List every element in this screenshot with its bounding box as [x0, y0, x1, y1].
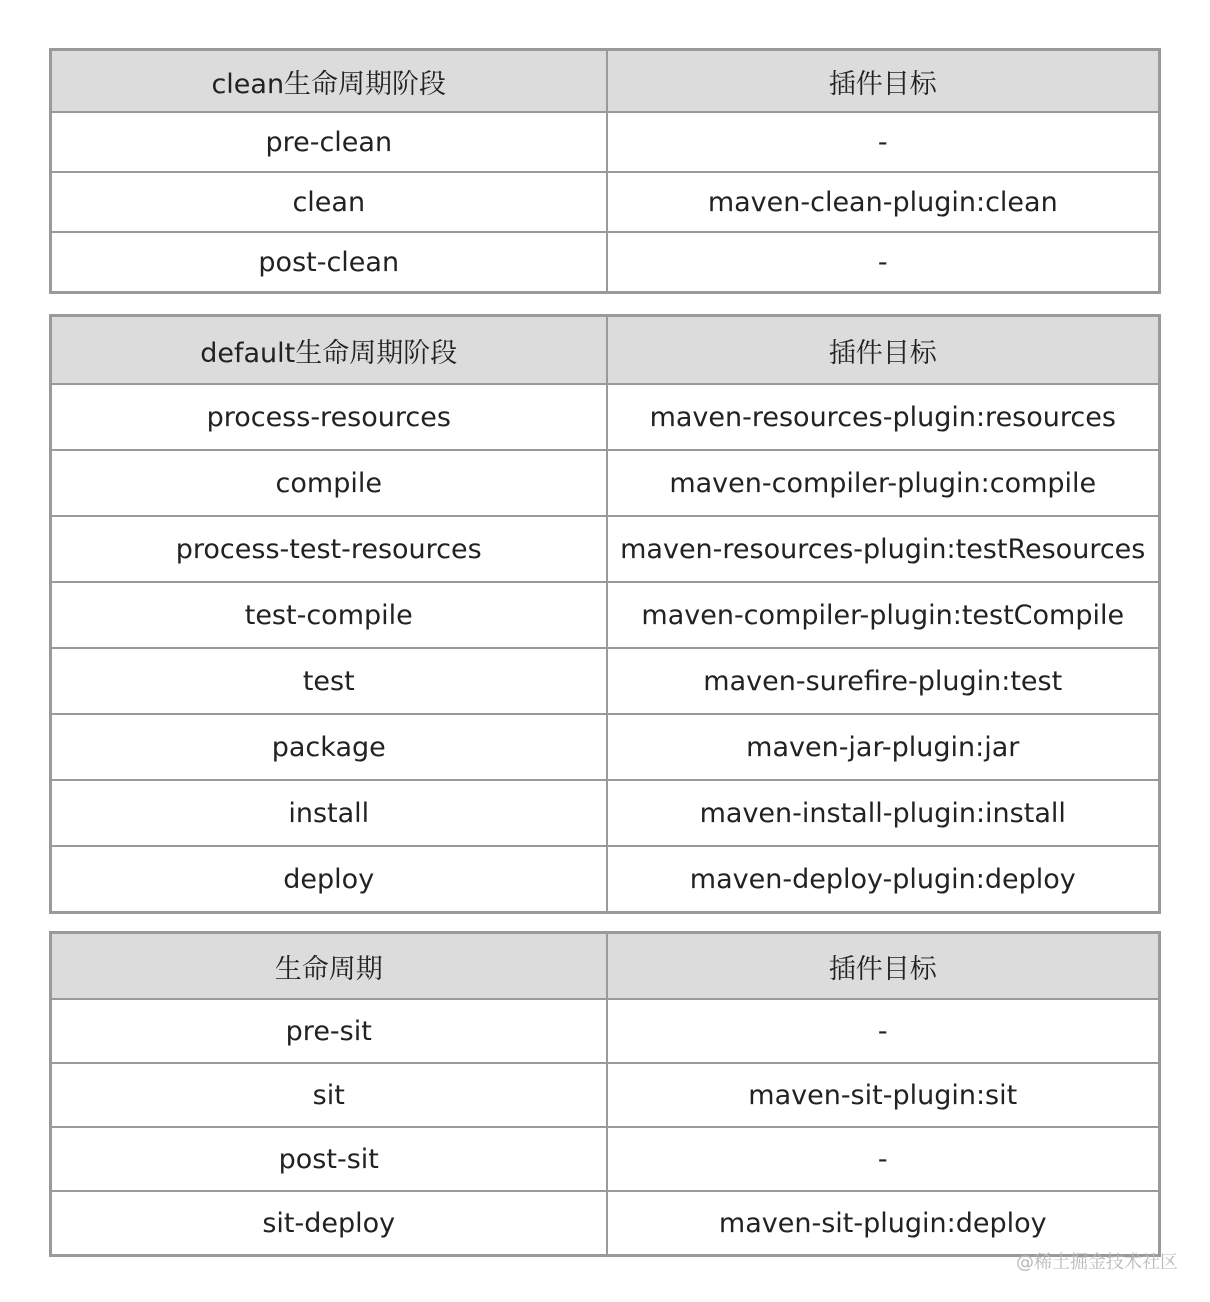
table-row [51, 1063, 1160, 1127]
table-row [51, 999, 1160, 1063]
column-header-phase: 生命周期 [51, 933, 607, 1000]
table-row [51, 1191, 1160, 1256]
site-lifecycle-table [49, 931, 1161, 1257]
phase-cell: sit-deploy [51, 1191, 607, 1256]
plugin-goal-cell: maven-sit-plugin:deploy [607, 1191, 1160, 1256]
plugin-goal-cell: - [607, 1127, 1160, 1191]
watermark-text: @稀土掘金技术社区 [1016, 1252, 1178, 1273]
table-row [51, 846, 1160, 913]
table-header-row [51, 50, 1160, 113]
table-row [51, 112, 1160, 172]
plugin-goal-cell: maven-sit-plugin:sit [607, 1063, 1160, 1127]
table-header-row [51, 316, 1160, 385]
phase-cell: process-resources [51, 384, 607, 450]
clean-lifecycle-table [49, 48, 1161, 294]
phase-cell: pre-clean [51, 112, 607, 172]
default-lifecycle-table [49, 314, 1161, 914]
plugin-goal-cell: maven-surefire-plugin:test [607, 648, 1160, 714]
phase-cell: install [51, 780, 607, 846]
table-row [51, 714, 1160, 780]
phase-cell: post-clean [51, 232, 607, 293]
table-row [51, 780, 1160, 846]
plugin-goal-cell: maven-clean-plugin:clean [607, 172, 1160, 232]
table-row [51, 232, 1160, 293]
table-row [51, 172, 1160, 232]
column-header-phase: clean生命周期阶段 [51, 50, 607, 113]
table-header-row [51, 933, 1160, 1000]
column-header-plugin-goal: 插件目标 [607, 316, 1160, 385]
table-row [51, 1127, 1160, 1191]
table-row [51, 516, 1160, 582]
phase-cell: pre-sit [51, 999, 607, 1063]
plugin-goal-cell: maven-deploy-plugin:deploy [607, 846, 1160, 913]
plugin-goal-cell: maven-resources-plugin:testResources [607, 516, 1160, 582]
phase-cell: test [51, 648, 607, 714]
table-row [51, 582, 1160, 648]
plugin-goal-cell: - [607, 112, 1160, 172]
phase-cell: post-sit [51, 1127, 607, 1191]
plugin-goal-cell: maven-compiler-plugin:compile [607, 450, 1160, 516]
column-header-plugin-goal: 插件目标 [607, 50, 1160, 113]
column-header-phase: default生命周期阶段 [51, 316, 607, 385]
phase-cell: test-compile [51, 582, 607, 648]
phase-cell: sit [51, 1063, 607, 1127]
phase-cell: package [51, 714, 607, 780]
plugin-goal-cell: maven-jar-plugin:jar [607, 714, 1160, 780]
plugin-goal-cell: maven-resources-plugin:resources [607, 384, 1160, 450]
phase-cell: compile [51, 450, 607, 516]
phase-cell: process-test-resources [51, 516, 607, 582]
column-header-plugin-goal: 插件目标 [607, 933, 1160, 1000]
table-row [51, 450, 1160, 516]
plugin-goal-cell: - [607, 999, 1160, 1063]
table-row [51, 384, 1160, 450]
plugin-goal-cell: maven-compiler-plugin:testCompile [607, 582, 1160, 648]
plugin-goal-cell: maven-install-plugin:install [607, 780, 1160, 846]
table-row [51, 648, 1160, 714]
phase-cell: deploy [51, 846, 607, 913]
phase-cell: clean [51, 172, 607, 232]
plugin-goal-cell: - [607, 232, 1160, 293]
